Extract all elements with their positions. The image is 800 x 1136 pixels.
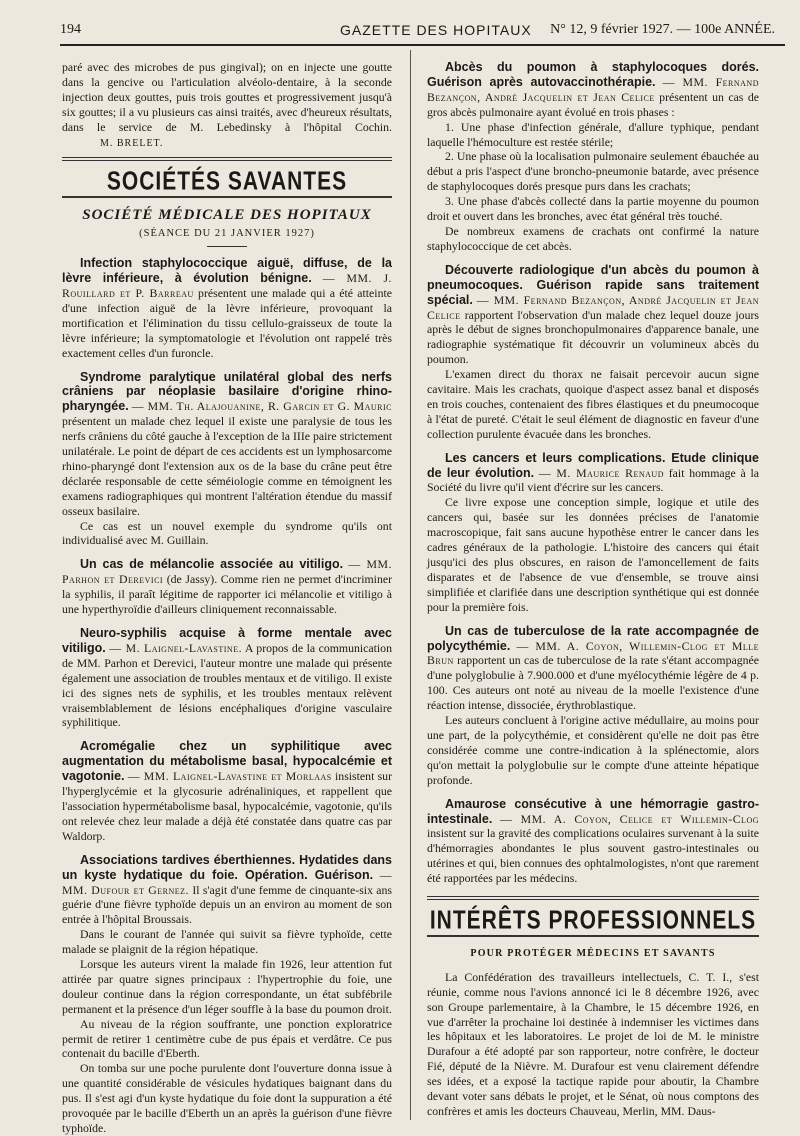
article-title: Abcès du poumon à staphylocoques dorés. Guérison après autovaccinothérapie. — [427, 60, 759, 89]
article-title: Infection staphylococcique aiguë, diffuse, de la lèvre inférieure, à évolution bénigne. — [62, 256, 392, 286]
article — [427, 624, 759, 788]
article-text: rapportent l'observation d'un malade chez lequel douze jours après le début de signes bronchopulmonaires d'apparence banale, une radiographie systématique fit découvrir un volumineux abcès du poumon. — [427, 307, 759, 367]
intro-text: paré avec des microbes de pus gingival); on en injecte une goutte dans la gencive ou l'articulation alvéolo-dentaire, à la seconde injection deux gouttes, puis trois gouttes et progressivement jusqu'à six gouttes; il a vu plusieurs cas ainsi traités, avec d'heureux résultats, dans le service de M. Lebedinsky à l'hôpital Cochin.M. BRELET. — [62, 60, 392, 151]
article-paragraph: 2. Une phase où la localisation pulmonaire seulement ébauchée au début a pris l'aspect d'une broncho-pneumonie batarde, avec présence de staphylocoques dorés presque purs dans les crachats; — [427, 149, 759, 194]
article — [62, 370, 392, 549]
article-text: Il s'agit d'une femme de cinquante-six ans guérie d'une fièvre typhoïde depuis un an environ au moment de son entrée à l'hôpital Broussais. — [62, 882, 393, 927]
article — [427, 263, 759, 442]
article-text: fait hommage à la Société du livre qu'il vient d'écrire sur les cancers. — [427, 465, 759, 495]
article-authors: — MM. Fernand Bezançon, André Jacquelin et Jean Celice — [427, 292, 759, 322]
article-paragraph — [427, 60, 759, 120]
article-paragraph — [62, 853, 392, 928]
article — [62, 557, 392, 617]
article-text: présentent une malade qui a été atteinte d'une infection aiguë de la lèvre inférieure, provoquant la mortification et l'élimination du tissu cellulo-graisseux de toute la lèvre inférieure; la symptomatologie et l'évolution ont rappelé très exactement celles d'un furoncle. — [62, 285, 392, 360]
article-paragraph: De nombreux examens de crachats ont confirmé la nature staphylococcique de cet abcès. — [427, 223, 759, 253]
article-paragraph — [62, 370, 392, 519]
article — [62, 739, 392, 843]
rubric-title: POUR PROTÉGER MÉDECINS ET SAVANTS — [470, 947, 716, 959]
right-column — [427, 60, 759, 1119]
issue-info: N° 12, 9 février 1927. — 100e ANNÉE. — [550, 22, 775, 37]
article-paragraph — [427, 263, 759, 367]
article — [62, 256, 392, 360]
article-title: Syndrome paralytique unilatéral global des nerfs crâniens par néoplasie basilaire d'origine rhino-pharyngée. — [62, 369, 392, 414]
article-paragraph: Ce livre expose une conception simple, logique et utile des cancers qui, basée sur les données précises de l'anatomie macroscopique, fait sans aucune hypothèse entrer le cancer dans les cadres généraux de la pathologie. L'histoire des cancers qui était jusqu'ici des plus obscures, en raison de l'amoncellement de faits disparates et de l'absence de vue d'ensemble, se trouve ainsi simplifiée et clarifiée dans une description synthétique qui est donnée pour la première fois. — [427, 495, 759, 614]
article-paragraph: Au niveau de la région souffrante, une ponction exploratrice permit de retirer 1 centimètre cube de pus épais et verdâtre. Ce pus contenait du bacille d'Eberth. — [62, 1016, 392, 1061]
article-paragraph: On tomba sur une poche purulente dont l'ouverture donna issue à une quantité considérable de vésicules hydatiques baignant dans du pus. Il s'est agi d'un kyste hydatique du foie dont la suppuration a été provoquée par le bacille d'Eberth un an après la guérison d'une fièvre typhoïde. — [62, 1061, 392, 1135]
section-rule — [427, 935, 759, 937]
page-number: 194 — [60, 22, 81, 37]
article-paragraph: Les auteurs concluent à l'origine active médullaire, au moins pour une part, de la polycythémie, et considèrent qu'elle ne doit pas être considérée comme une contre-indication à la splénectomie, alors qu'on mettait la polyglobulie sur le compte d'une atteinte hépatique profonde. — [427, 713, 759, 787]
article — [427, 797, 759, 886]
article-authors: — M. Laignel-Lavastine. — [109, 640, 243, 655]
article-authors: — MM. Fernand Bezançon, André Jacquelin et Jean Celice — [427, 74, 759, 104]
article-paragraph: Lorsque les auteurs virent la malade fin 1926, leur attention fut attirée par quatre signes principaux : l'hypertrophie du foie, une douleur continue dans la région correspondante, un état subfébrile permanent et la présence d'un léger souffle à la base du poumon droit. — [62, 957, 392, 1016]
article-authors: — MM. Th. Alajouanine, R. Garcin et G. Mauric — [131, 399, 393, 414]
article-title: Amaurose consécutive à une hémorragie gastro-intestinale. — [427, 796, 759, 826]
column-separator — [410, 50, 411, 1120]
article — [427, 60, 759, 254]
article-paragraph: Dans le courant de l'année qui suivit sa fièvre typhoïde, cette malade se plaignit de la région hépatique. — [62, 927, 392, 957]
article-authors: — MM. A. Coyon, Willemin-Clog et Mlle Brun — [427, 638, 759, 668]
article-paragraph: 3. Une phase d'abcès collecté dans la partie moyenne du poumon droit et ouvert dans les bronches, avec état général très touché. — [427, 194, 759, 224]
header-rule — [60, 44, 785, 46]
article-paragraph — [62, 626, 392, 730]
article-authors: — M. Maurice Renaud — [538, 465, 664, 480]
article-paragraph — [427, 451, 759, 496]
society-title: SOCIÉTÉ MÉDICALE DES HOPITAUX — [82, 207, 372, 224]
article-text: rapportent un cas de tuberculose de la rate s'étant accompagnée d'une polyglobulie à 7.900.000 et d'une myélocythémie légère de 4 p. 100. Ces auteurs ont noté au niveau de la moelle l'existence d'une réaction intense, dissociée, érythroblastique. — [427, 653, 759, 713]
article-authors: — MM. A. Coyon, Celice et Willemin-Clog — [500, 811, 759, 826]
section-title-societes: SOCIÉTÉS SAVANTES — [106, 167, 348, 197]
article — [427, 451, 759, 615]
article-title: Associations tardives éberthiennes. Hydatides dans un kyste hydatique du foie. Opération. Guérison. — [62, 852, 392, 882]
article-paragraph — [62, 739, 392, 843]
session-date: (SÉANCE DU 21 JANVIER 1927) — [139, 228, 315, 240]
article — [62, 853, 392, 1136]
article-title: Un cas de tuberculose de la rate accompagnée de polycythémie. — [427, 623, 759, 653]
section-title-interets: INTÉRÊTS PROFESSIONNELS — [429, 905, 757, 935]
article-title: Les cancers et leurs complications. Etude clinique de leur évolution. — [427, 450, 759, 480]
intro-signature: M. BRELET. — [100, 137, 164, 149]
article-text: A propos de la communication de MM. Parhon et Derevici, l'auteur montre une malade qui présente également une association de troubles mentaux et de vitiligo. Il existe ici des signes nets de syphilis, et les troubles mentaux relèvent vraisemblablement de lésions encéphaliques d'origine vasculaire syphilitique. — [62, 640, 392, 730]
double-rule — [427, 896, 759, 900]
article-text: présentent un malade chez lequel il existe une paralysie de tous les nerfs crâniens du côté gauche à l'exception de la IIIe paire strictement unilatérale. Le point de départ de ces accidents est un lymphosarcome rhino-pharyngé dont l'extension aux os de la base du crâne peut être déclarée responsable de cette séméiologie comme en témoignent les examens radiographiques qui montrent l'altération étendue du massif osseux basilaire. — [62, 414, 392, 518]
running-header — [60, 22, 780, 40]
journal-title: GAZETTE DES HOPITAUX — [340, 22, 532, 38]
section-rule — [62, 196, 392, 198]
short-rule — [207, 246, 247, 247]
article-text: présentent un cas de gros abcès pulmonaire ayant évolué en trois phases : — [427, 89, 759, 119]
article-title: Découverte radiologique d'un abcès du poumon à pneumocoques. Guérison rapide sans traitement spécial. — [427, 262, 759, 307]
article-text: (de Jassy). Comme rien ne permet d'incriminer la syphilis, il paraît légitime de rapporter ici mélancolie et vitiligo à une hyperthyroïdie d'ailleurs cliniquement reconnaissable. — [62, 572, 393, 617]
article-authors: — MM. Dufour et Gernez. — [62, 867, 392, 897]
article-authors: — MM. J. Rouillard et P. Barreau — [62, 271, 392, 300]
article-paragraph — [427, 797, 759, 886]
article-authors: — MM. Parhon et Derevici — [62, 557, 392, 587]
article-paragraph: L'examen direct du thorax ne faisait percevoir aucun signe cavitaire. Mais les crachats, quoique d'aspect assez banal et disposés en trois couches, contenaient des fibres élastiques et du pneumocoque à l'état de pureté. C'était le seul élément de diagnostic en faveur d'une collection purulente évacuée dans les bronches. — [427, 367, 759, 441]
article-paragraph — [427, 624, 759, 713]
article-text: insistent sur l'hyperglycémie et la glycosurie adrénaliniques, et rappellent que l'association hypermétabolisme basal, hypocalcémie, vagotonie, qu'ils ont relevée chez leur malade a déjà été constatée dans quatre cas par Waldorp. — [62, 769, 392, 843]
article-text: insistent sur la gravité des complications oculaires survenant à la suite d'hémorragies abondantes le plus souvent gastro-intestinales ou utérines et qui, bien connues des ophtalmologistes, n'ont que rarement été rapportées par les médecins. — [427, 826, 759, 886]
left-column — [62, 60, 392, 1136]
double-rule — [62, 157, 392, 161]
article-title: Acromégalie chez un syphilitique avec augmentation du métabolisme basal, hypocalcémie et vagotonie. — [62, 739, 392, 784]
article-paragraph: Ce cas est un nouvel exemple du syndrome qu'ils ont individualisé avec M. Guillain. — [62, 518, 392, 548]
article — [62, 626, 392, 730]
article-paragraph: La Confédération des travailleurs intellectuels, C. T. I., s'est réunie, comme nous l'avions annoncé ici le 8 décembre 1926, avec son Groupe parlementaire, à la Chambre, le 15 décembre 1926, en vue d'arrêter la prochaine loi destinée à indemniser les victimes dans les hôpitaux et les laboratoires. Le projet de loi de M. le ministre Durafour a été adopté par son rapporteur, notre confrère, le docteur Fié, député de la Nièvre. M. Durafour est venu clairement défendre ses idées, et a exposé la tactique rapide pour aboutir, la Chambre devant voter sans débats le projet, et le Sénat, où nous comptons des confrères et amis les docteurs Chauveau, Merlin, MM. Daus- — [427, 969, 759, 1118]
article-paragraph — [62, 557, 392, 617]
article-authors: — MM. Laignel-Lavastine et Morlaas — [127, 769, 332, 784]
article-title: Neuro-syphilis acquise à forme mentale avec vitiligo. — [62, 626, 392, 655]
article-paragraph: 1. Une phase d'infection générale, d'allure typhique, pendant laquelle l'hémoculture est restée stérile; — [427, 119, 759, 149]
article-title: Un cas de mélancolie associée au vitiligo. — [80, 557, 344, 572]
article-paragraph — [62, 256, 392, 360]
